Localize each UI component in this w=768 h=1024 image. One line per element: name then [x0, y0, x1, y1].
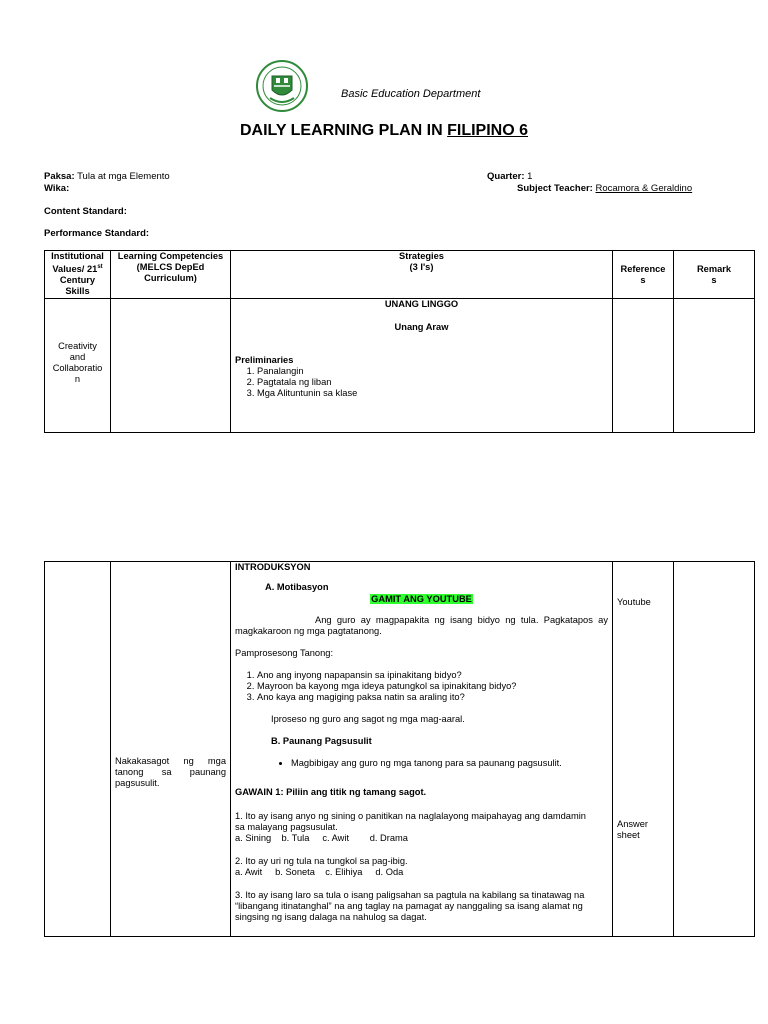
plan-table-2: [44, 561, 755, 937]
content-standard: [44, 206, 127, 217]
list-item: 1. Panalangin: [257, 366, 608, 377]
header-row: [45, 251, 755, 299]
header-remarks: Remark s: [674, 251, 755, 299]
day-label: Unang Araw: [394, 322, 449, 332]
processing-questions-list: [235, 670, 608, 703]
competency-cell: [111, 562, 231, 937]
question-1-cont: sa malayang pagsusulat.: [235, 822, 338, 832]
references-cell: [613, 562, 674, 937]
header-values: Institutional Values/ 21st Century Skills: [45, 251, 111, 299]
school-seal-icon: [256, 60, 308, 112]
quarter-value: 1: [527, 171, 533, 182]
youtube-highlight: GAMIT ANG YOUTUBE: [371, 594, 472, 604]
page-title: [0, 122, 768, 140]
question-1-choices: a. Sining b. Tula c. Awit d. Drama: [235, 833, 408, 843]
values-cell: [45, 562, 111, 937]
question-3-cont2: singsing ng isang dalaga na nahulog sa dagat.: [235, 912, 427, 922]
week-label: UNANG LINGGO: [384, 299, 459, 309]
table-row: [45, 299, 755, 433]
plan-table-1: [44, 250, 755, 433]
question-2: 2. Ito ay uri ng tula na tungkol sa pag-ibig.: [235, 856, 408, 866]
process-note: Iproseso ng guro ang sagot ng mga mag-aaral.: [271, 714, 465, 724]
header-references: Reference s: [613, 251, 674, 299]
pretest-list: [235, 758, 608, 769]
wika-label: Wika:: [44, 183, 70, 194]
list-item: 3. Mga Alituntunin sa klase: [257, 388, 608, 399]
teacher-label: Subject Teacher:: [517, 183, 593, 194]
motivation-heading: A. Motibasyon: [265, 582, 329, 592]
reference-youtube: Youtube: [617, 597, 651, 607]
reference-answer-cont: sheet: [617, 830, 640, 840]
header-strategies: Strategies (3 I's): [231, 251, 613, 299]
competency-cell: [111, 299, 231, 433]
activity-heading: GAWAIN 1: Piliin ang titik ng tamang sagot.: [235, 787, 427, 797]
strategies-cell: [231, 299, 613, 433]
paksa-label: Paksa:: [44, 171, 75, 182]
strategies-cell: [231, 562, 613, 937]
teacher-line: [517, 183, 692, 194]
paksa-line: [44, 171, 170, 182]
motivation-paragraph: Ang guro ay magpapakita ng isang bidyo ng tula. Pagkatapos ay magkakaroon ng mga pagtatanong.: [235, 615, 608, 636]
references-cell: [613, 299, 674, 433]
remarks-cell: [674, 299, 755, 433]
list-item: 2. Mayroon ba kayong mga ideya patungkol sa ipinakitang bidyo?: [257, 681, 608, 692]
preliminaries-list: [235, 366, 608, 399]
competency-text: Nakakasagot ng mga tanong sa paunang pagsusulit.: [115, 756, 226, 788]
title-prefix: DAILY LEARNING PLAN IN: [239, 122, 448, 139]
performance-standard: [44, 228, 149, 239]
preliminaries-title: Preliminaries: [235, 355, 294, 365]
wika-line: [44, 183, 69, 194]
title-subject: FILIPINO 6: [447, 122, 529, 139]
quarter-label: Quarter:: [487, 171, 525, 182]
paksa-value: Tula at mga Elemento: [77, 171, 170, 182]
intro-heading: INTRODUKSYON: [235, 562, 311, 572]
question-2-choices: a. Awit b. Soneta c. Elihiya d. Oda: [235, 867, 404, 877]
list-item: 1. Ano ang inyong napapansin sa ipinakitang bidyo?: [257, 670, 608, 681]
remarks-cell: [674, 562, 755, 937]
content-standard-label: Content Standard:: [44, 206, 127, 217]
processing-questions-label: Pamprosesong Tanong:: [235, 648, 334, 658]
table-row: [45, 562, 755, 937]
list-item: • Magbibigay ang guro ng mga tanong para sa paunang pagsusulit.: [291, 758, 608, 769]
list-item: 3. Ano kaya ang magiging paksa natin sa araling ito?: [257, 692, 608, 703]
question-3-cont: “libangang itinatanghal” na ang taglay na pamagat ay nanggaling sa isang alamat ng: [235, 901, 583, 911]
header-competencies: Learning Competencies (MELCS DepEd Curriculum): [111, 251, 231, 299]
question-3: 3. Ito ay isang laro sa tula o isang paligsahan sa pagtula na kabilang sa tinatawag na: [235, 890, 585, 900]
reference-answer: Answer: [617, 819, 649, 829]
list-item: 2. Pagtatala ng liban: [257, 377, 608, 388]
question-1: 1. Ito ay isang anyo ng sining o panitikan na naglalayong maipahayag ang damdamin: [235, 811, 586, 821]
teacher-value: Rocamora & Geraldino: [595, 183, 693, 194]
pretest-heading: B. Paunang Pagsusulit: [271, 736, 372, 746]
department-name: Basic Education Department: [341, 88, 481, 100]
values-cell: Creativity and Collaboratio n: [45, 299, 111, 433]
performance-standard-label: Performance Standard:: [44, 228, 150, 239]
quarter-line: [487, 171, 532, 182]
